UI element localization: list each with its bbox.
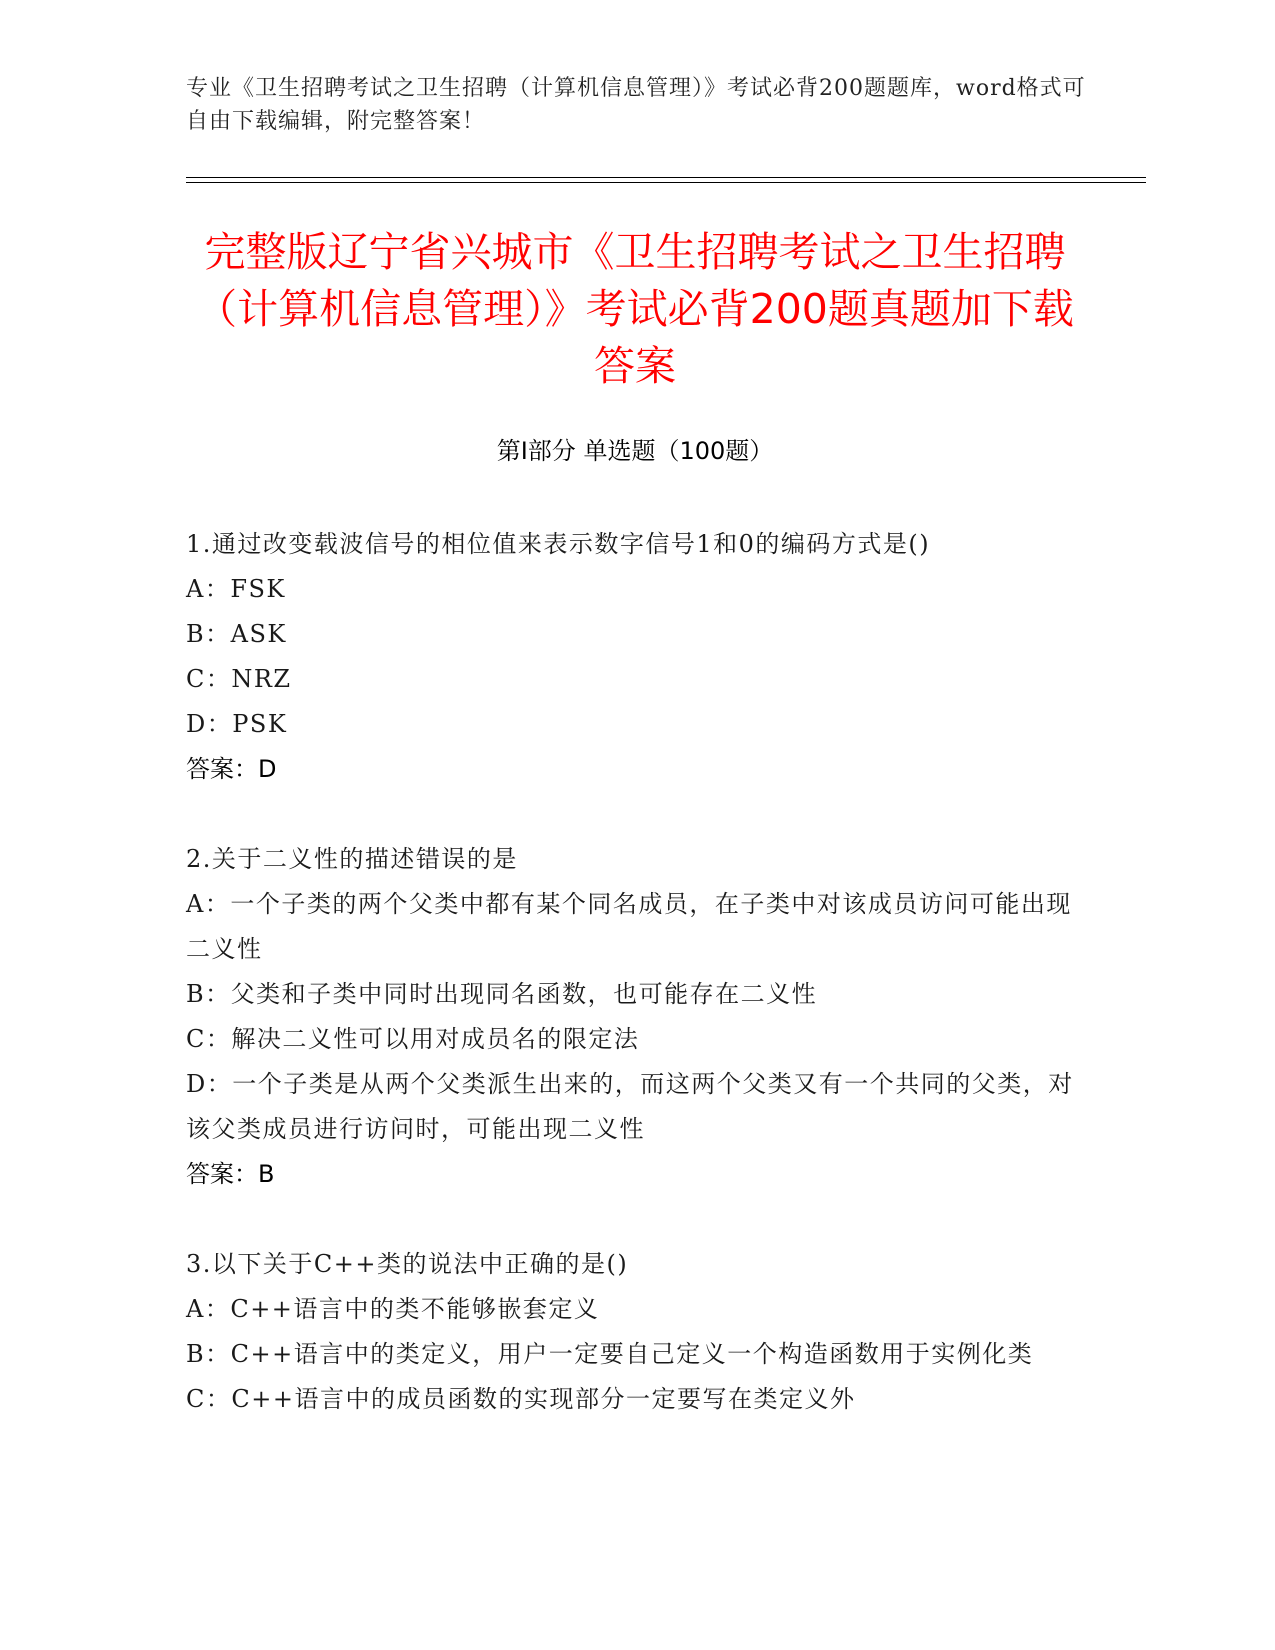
section-heading: 第Ⅰ部分 单选题（100题） xyxy=(496,437,774,465)
document-title: 完整版辽宁省兴城市《卫生招聘考试之卫生招聘（计算机信息管理）》考试必背200题真题加下载答案 xyxy=(196,228,1074,390)
option-d: D：一个子类是从两个父类派生出来的，而这两个父类又有一个共同的父类，对该父类成员进行访问时，可能出现二义性 xyxy=(186,1070,1074,1143)
question-2 xyxy=(186,837,1086,1197)
question-1 xyxy=(186,522,1086,792)
option-a: A：C++语言中的类不能够嵌套定义 xyxy=(186,1295,600,1323)
question-3 xyxy=(186,1242,1086,1422)
option-b: B：父类和子类中同时出现同名函数，也可能存在二义性 xyxy=(186,980,818,1008)
header-divider-bottom xyxy=(186,182,1146,183)
option-a: A：FSK xyxy=(186,575,286,603)
answer: 答案：D xyxy=(186,755,277,783)
option-b: B：C++语言中的类定义，用户一定要自己定义一个构造函数用于实例化类 xyxy=(186,1340,1034,1368)
option-a: A：一个子类的两个父类中都有某个同名成员，在子类中对该成员访问可能出现二义性 xyxy=(186,890,1072,963)
question-list xyxy=(186,522,1086,1467)
option-c: C：C++语言中的成员函数的实现部分一定要写在类定义外 xyxy=(186,1385,856,1413)
header-note: 专业《卫生招聘考试之卫生招聘（计算机信息管理）》考试必背200题题库，word格式可自由下载编辑，附完整答案！ xyxy=(186,76,1086,134)
option-d: D：PSK xyxy=(186,710,288,738)
option-c: C：NRZ xyxy=(186,665,292,693)
question-stem: 2.关于二义性的描述错误的是 xyxy=(186,845,518,873)
question-stem: 3.以下关于C++类的说法中正确的是() xyxy=(186,1250,629,1278)
answer: 答案：B xyxy=(186,1160,275,1188)
option-c: C：解决二义性可以用对成员名的限定法 xyxy=(186,1025,640,1053)
header-divider-top xyxy=(186,177,1146,178)
question-stem: 1.通过改变载波信号的相位值来表示数字信号1和0的编码方式是() xyxy=(186,530,931,558)
option-b: B：ASK xyxy=(186,620,287,648)
